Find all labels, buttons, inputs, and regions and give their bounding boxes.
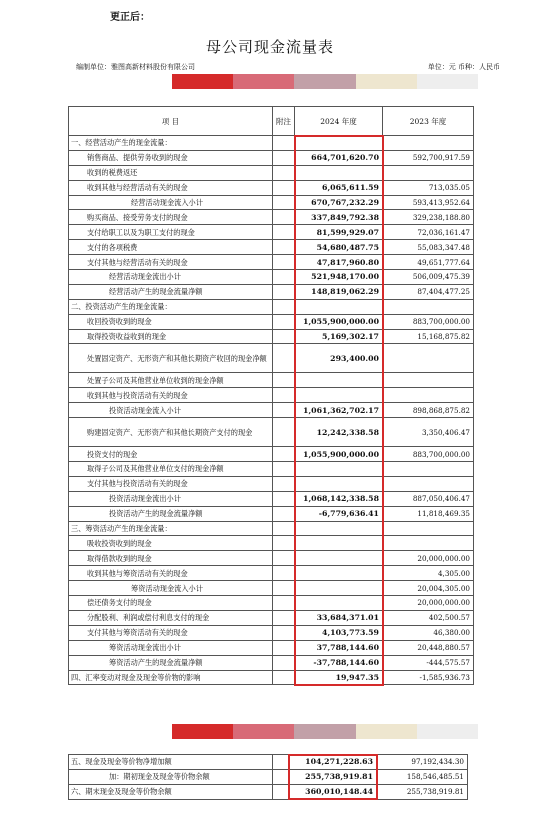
row-label: 投资活动现金流出小计 <box>69 491 273 506</box>
row-label: 加：期初现金及现金等价物余额 <box>69 769 273 784</box>
table-row <box>69 165 474 180</box>
row-note <box>273 150 295 165</box>
row-label: 支付其他与投资活动有关的现金 <box>69 476 273 491</box>
row-label: 二、投资活动产生的现金流量： <box>69 299 273 314</box>
row-note <box>273 462 295 477</box>
value-2024 <box>295 596 383 611</box>
row-note <box>273 210 295 225</box>
value-2023: 4,305.00 <box>383 566 474 581</box>
table-row <box>69 670 474 685</box>
value-2024: 255,738,919.81 <box>289 769 377 784</box>
cash-flow-table <box>68 106 474 685</box>
value-2024: 670,767,232.29 <box>295 195 383 210</box>
row-label: 购建固定资产、无形资产和其他长期资产支付的现金 <box>69 418 273 447</box>
value-2023: 72,036,161.47 <box>383 225 474 240</box>
row-label: 筹资活动现金流入小计 <box>69 581 273 596</box>
row-label: 筹资活动现金流出小计 <box>69 640 273 655</box>
value-2024: 33,684,371.01 <box>295 610 383 625</box>
row-label: 收到的税费返还 <box>69 165 273 180</box>
row-label: 投资活动产生的现金流量净额 <box>69 506 273 521</box>
row-note <box>273 596 295 611</box>
correction-note: 更正后： <box>110 12 150 23</box>
value-2024: -6,779,636.41 <box>295 506 383 521</box>
table-row <box>69 180 474 195</box>
table-row <box>69 136 474 151</box>
value-2024: 360,010,148.44 <box>289 784 377 799</box>
value-2024: 5,169,302.17 <box>295 329 383 344</box>
color-swatch <box>172 74 233 89</box>
value-2024 <box>295 299 383 314</box>
row-note <box>273 610 295 625</box>
value-2024: 6,065,611.59 <box>295 180 383 195</box>
row-label: 销售商品、提供劳务收到的现金 <box>69 150 273 165</box>
table-row <box>69 240 474 255</box>
row-note <box>273 566 295 581</box>
table-row <box>69 299 474 314</box>
value-2024 <box>295 388 383 403</box>
value-2023 <box>383 136 474 151</box>
table-row <box>69 403 474 418</box>
table-row <box>69 655 474 670</box>
value-2023: 55,083,347.48 <box>383 240 474 255</box>
value-2024: 1,055,900,000.00 <box>295 447 383 462</box>
value-2024: 148,819,062.29 <box>295 284 383 299</box>
table-row <box>69 225 474 240</box>
value-2023: 506,009,475.39 <box>383 270 474 285</box>
value-2024: 521,948,170.00 <box>295 270 383 285</box>
value-2023: 329,238,188.80 <box>383 210 474 225</box>
cash-summary-table <box>68 754 468 800</box>
row-note <box>273 418 295 447</box>
value-2024 <box>295 373 383 388</box>
value-2024: 54,680,487.75 <box>295 240 383 255</box>
row-note <box>273 755 289 770</box>
value-2023: 20,448,880.57 <box>383 640 474 655</box>
color-swatch <box>356 724 417 739</box>
table-row <box>69 491 474 506</box>
row-note <box>273 165 295 180</box>
row-note <box>273 769 289 784</box>
table-row <box>69 447 474 462</box>
row-label: 处置固定资产、无形资产和其他长期资产收回的现金净额 <box>69 344 273 373</box>
table-row <box>69 476 474 491</box>
value-2024: 1,061,362,702.17 <box>295 403 383 418</box>
row-note <box>273 180 295 195</box>
table-row <box>69 270 474 285</box>
color-swatch <box>233 74 294 89</box>
value-2024 <box>295 136 383 151</box>
value-2023: 887,050,406.47 <box>383 491 474 506</box>
row-label: 收到其他与经营活动有关的现金 <box>69 180 273 195</box>
row-label: 一、经营活动产生的现金流量： <box>69 136 273 151</box>
row-note <box>273 640 295 655</box>
table-row <box>69 581 474 596</box>
table-row <box>69 769 468 784</box>
row-label: 取得投资收益收到的现金 <box>69 329 273 344</box>
value-2023: 713,035.05 <box>383 180 474 195</box>
row-note <box>273 195 295 210</box>
table-row <box>69 625 474 640</box>
row-label: 支付其他与筹资活动有关的现金 <box>69 625 273 640</box>
value-2024: 81,599,929.07 <box>295 225 383 240</box>
table-row <box>69 373 474 388</box>
table-row <box>69 314 474 329</box>
value-2023: 883,700,000.00 <box>383 314 474 329</box>
row-note <box>273 551 295 566</box>
row-note <box>273 284 295 299</box>
value-2023 <box>383 299 474 314</box>
value-2023 <box>383 462 474 477</box>
row-note <box>273 476 295 491</box>
value-2024: 337,849,792.38 <box>295 210 383 225</box>
value-2024: 19,947.35 <box>295 670 383 685</box>
row-label: 购买商品、接受劳务支付的现金 <box>69 210 273 225</box>
table-row <box>69 755 468 770</box>
color-swatch <box>417 724 478 739</box>
row-note <box>273 784 289 799</box>
value-2023 <box>383 388 474 403</box>
value-2023: 255,738,919.81 <box>377 784 468 799</box>
value-2024 <box>295 566 383 581</box>
value-2023: 3,350,406.47 <box>383 418 474 447</box>
value-2023 <box>383 521 474 536</box>
table-row <box>69 284 474 299</box>
row-label: 三、筹资活动产生的现金流量： <box>69 521 273 536</box>
table-row <box>69 210 474 225</box>
value-2024 <box>295 165 383 180</box>
color-swatch <box>294 74 355 89</box>
value-2023 <box>383 344 474 373</box>
table-row <box>69 255 474 270</box>
row-label: 支付的各项税费 <box>69 240 273 255</box>
value-2024: 1,068,142,338.58 <box>295 491 383 506</box>
color-bar-top <box>172 74 478 89</box>
row-note <box>273 388 295 403</box>
table-row <box>69 388 474 403</box>
row-note <box>273 506 295 521</box>
row-note <box>273 625 295 640</box>
row-label: 五、现金及现金等价物净增加额 <box>69 755 273 770</box>
row-note <box>273 344 295 373</box>
value-2023: 593,413,952.64 <box>383 195 474 210</box>
color-swatch <box>294 724 355 739</box>
value-2024: 104,271,228.63 <box>289 755 377 770</box>
value-2024 <box>295 581 383 596</box>
table-row <box>69 551 474 566</box>
value-2023: 402,500.57 <box>383 610 474 625</box>
color-swatch <box>356 74 417 89</box>
header-item: 项 目 <box>69 107 273 136</box>
value-2024 <box>295 521 383 536</box>
row-label: 筹资活动产生的现金流量净额 <box>69 655 273 670</box>
value-2023: 592,700,917.59 <box>383 150 474 165</box>
table-row <box>69 344 474 373</box>
row-note <box>273 225 295 240</box>
row-note <box>273 581 295 596</box>
row-label: 分配股利、利润或偿付利息支付的现金 <box>69 610 273 625</box>
value-2024: 293,400.00 <box>295 344 383 373</box>
row-label: 取得借款收到的现金 <box>69 551 273 566</box>
row-label: 投资活动现金流入小计 <box>69 403 273 418</box>
value-2023: -1,585,936.73 <box>383 670 474 685</box>
value-2023: 20,004,305.00 <box>383 581 474 596</box>
color-bar-bottom <box>172 724 478 739</box>
header-note: 附注 <box>273 107 295 136</box>
row-note <box>273 491 295 506</box>
currency-unit: 单位：元 币种：人民币 <box>427 63 500 71</box>
table-row <box>69 596 474 611</box>
header-2023: 2023 年度 <box>383 107 474 136</box>
value-2024 <box>295 476 383 491</box>
value-2024: 12,242,338.58 <box>295 418 383 447</box>
row-note <box>273 403 295 418</box>
value-2023 <box>383 536 474 551</box>
row-label: 经营活动产生的现金流量净额 <box>69 284 273 299</box>
value-2023: 46,380.00 <box>383 625 474 640</box>
value-2024 <box>295 551 383 566</box>
value-2023: 97,192,434.30 <box>377 755 468 770</box>
row-label: 收到其他与投资活动有关的现金 <box>69 388 273 403</box>
value-2024: 1,055,900,000.00 <box>295 314 383 329</box>
table-row <box>69 150 474 165</box>
row-label: 取得子公司及其他营业单位支付的现金净额 <box>69 462 273 477</box>
value-2023: 11,818,469.35 <box>383 506 474 521</box>
row-label: 支付给职工以及为职工支付的现金 <box>69 225 273 240</box>
row-note <box>273 447 295 462</box>
value-2023: -444,575.57 <box>383 655 474 670</box>
row-label: 经营活动现金流出小计 <box>69 270 273 285</box>
row-label: 经营活动现金流入小计 <box>69 195 273 210</box>
table-row <box>69 536 474 551</box>
value-2024: -37,788,144.60 <box>295 655 383 670</box>
row-label: 吸收投资收到的现金 <box>69 536 273 551</box>
value-2023 <box>383 476 474 491</box>
value-2024: 664,701,620.70 <box>295 150 383 165</box>
row-note <box>273 373 295 388</box>
row-label: 处置子公司及其他营业单位收到的现金净额 <box>69 373 273 388</box>
row-label: 支付其他与经营活动有关的现金 <box>69 255 273 270</box>
value-2023: 49,651,777.64 <box>383 255 474 270</box>
value-2023: 158,546,485.51 <box>377 769 468 784</box>
row-label: 投资支付的现金 <box>69 447 273 462</box>
row-note <box>273 329 295 344</box>
row-label: 收回投资收到的现金 <box>69 314 273 329</box>
row-note <box>273 136 295 151</box>
preparer-unit: 编制单位：雅图高新材料股份有限公司 <box>76 63 195 71</box>
row-note <box>273 536 295 551</box>
row-label: 收到其他与筹资活动有关的现金 <box>69 566 273 581</box>
color-swatch <box>172 724 233 739</box>
table-row <box>69 506 474 521</box>
value-2023: 15,168,875.82 <box>383 329 474 344</box>
table-row <box>69 610 474 625</box>
statement-title: 母公司现金流量表 <box>205 38 334 56</box>
row-note <box>273 521 295 536</box>
table-row <box>69 521 474 536</box>
table-row <box>69 784 468 799</box>
table-header-row <box>69 107 474 136</box>
row-note <box>273 299 295 314</box>
color-swatch <box>417 74 478 89</box>
value-2023 <box>383 373 474 388</box>
table-row <box>69 195 474 210</box>
table-row <box>69 462 474 477</box>
value-2024: 4,103,773.59 <box>295 625 383 640</box>
row-note <box>273 655 295 670</box>
value-2024 <box>295 536 383 551</box>
value-2023 <box>383 165 474 180</box>
row-note <box>273 270 295 285</box>
color-swatch <box>233 724 294 739</box>
value-2023: 87,404,477.25 <box>383 284 474 299</box>
value-2023: 20,000,000.00 <box>383 551 474 566</box>
row-note <box>273 314 295 329</box>
row-note <box>273 240 295 255</box>
value-2024: 47,817,960.80 <box>295 255 383 270</box>
row-note <box>273 255 295 270</box>
table-row <box>69 418 474 447</box>
value-2024 <box>295 462 383 477</box>
value-2023: 898,868,875.82 <box>383 403 474 418</box>
row-label: 六、期末现金及现金等价物余额 <box>69 784 273 799</box>
row-label: 偿还债务支付的现金 <box>69 596 273 611</box>
table-row <box>69 566 474 581</box>
value-2024: 37,788,144.60 <box>295 640 383 655</box>
value-2023: 20,000,000.00 <box>383 596 474 611</box>
row-label: 四、汇率变动对现金及现金等价物的影响 <box>69 670 273 685</box>
row-note <box>273 670 295 685</box>
header-2024: 2024 年度 <box>295 107 383 136</box>
table-row <box>69 329 474 344</box>
table-row <box>69 640 474 655</box>
value-2023: 883,700,000.00 <box>383 447 474 462</box>
